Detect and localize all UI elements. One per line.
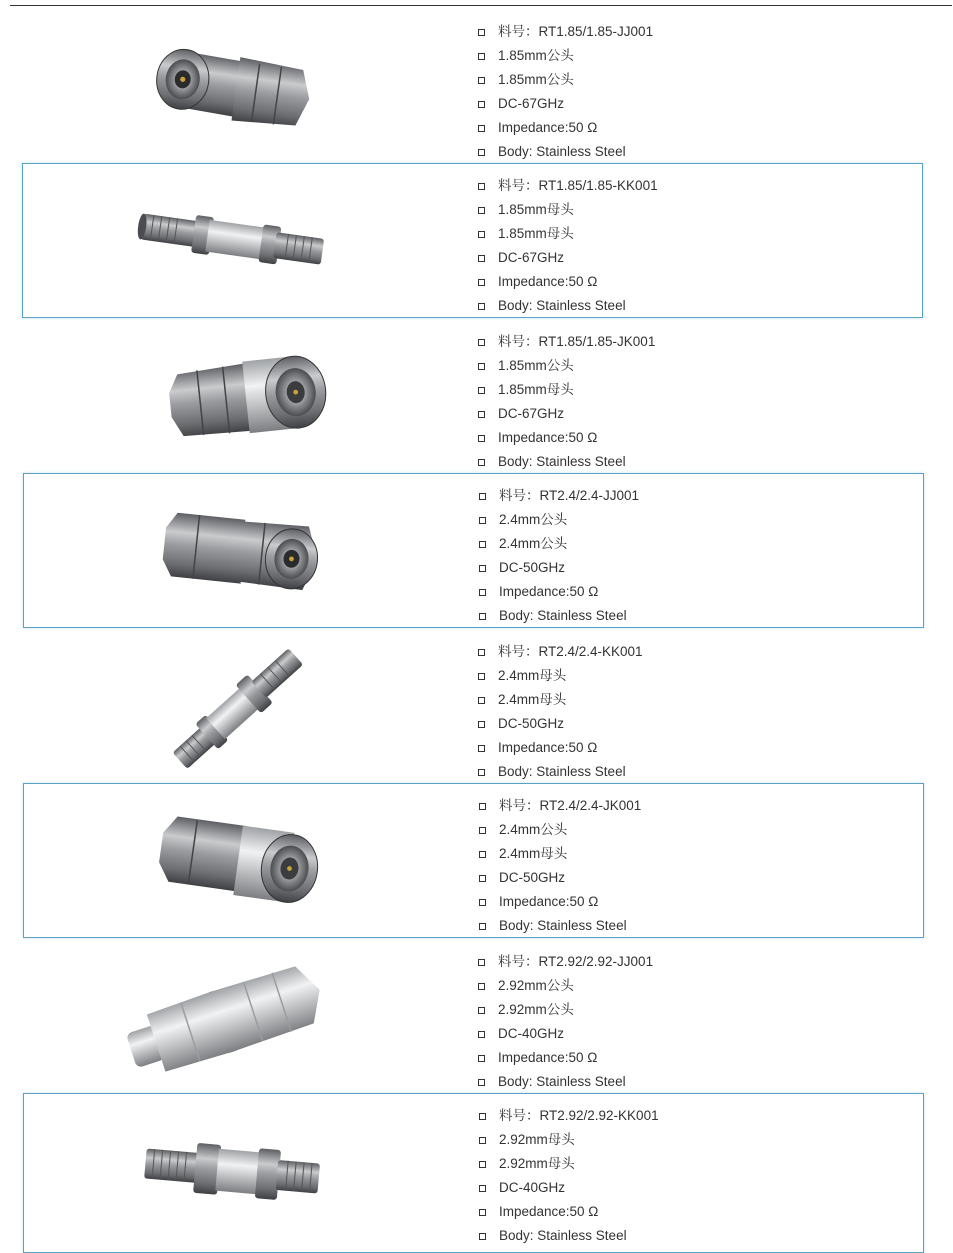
spec-item: DC-40GHz	[479, 1176, 659, 1200]
spec-list	[478, 20, 653, 164]
bullet-icon	[478, 697, 485, 704]
bullet-icon	[478, 231, 485, 238]
bullet-icon	[478, 339, 485, 346]
bullet-icon	[478, 1079, 485, 1086]
spec-item: 2.4mm母头	[478, 664, 643, 688]
spec-item: 2.92mm公头	[478, 998, 653, 1022]
spec-item: Body: Stainless Steel	[479, 914, 641, 938]
spec-list	[478, 950, 653, 1094]
connector-male-male-icon	[146, 501, 326, 601]
spec-item: Body: Stainless Steel	[478, 450, 655, 474]
bullet-icon	[478, 769, 485, 776]
product-row	[23, 1093, 924, 1253]
bullet-icon	[479, 565, 486, 572]
bullet-icon	[479, 541, 486, 548]
spec-item: Body: Stainless Steel	[478, 294, 658, 318]
spec-list	[478, 640, 643, 784]
bullet-icon	[479, 1233, 486, 1240]
spec-item: Impedance:50 Ω	[478, 426, 655, 450]
spec-item: Impedance:50 Ω	[478, 736, 643, 760]
spec-item: 料号：RT2.4/2.4-KK001	[478, 640, 643, 664]
product-image	[132, 1094, 332, 1249]
product-image	[115, 940, 345, 1095]
product-row	[0, 940, 953, 1095]
bullet-icon	[478, 363, 485, 370]
spec-item: 2.92mm母头	[479, 1152, 659, 1176]
bullet-icon	[478, 387, 485, 394]
bullet-icon	[478, 459, 485, 466]
product-image	[130, 10, 330, 165]
spec-item: 料号：RT1.85/1.85-KK001	[478, 174, 658, 198]
spec-list	[479, 1104, 659, 1248]
connector-female-female-icon	[131, 196, 331, 286]
spec-item: 料号：RT1.85/1.85-JJ001	[478, 20, 653, 44]
spec-item: DC-67GHz	[478, 246, 658, 270]
bullet-icon	[478, 1007, 485, 1014]
bullet-icon	[479, 613, 486, 620]
spec-item: 2.4mm母头	[478, 688, 643, 712]
spec-item: 1.85mm母头	[478, 198, 658, 222]
spec-item: DC-50GHz	[479, 556, 639, 580]
spec-item: 2.92mm母头	[479, 1128, 659, 1152]
product-image	[136, 784, 336, 937]
product-row	[23, 473, 924, 628]
spec-item: 2.4mm公头	[479, 818, 641, 842]
spec-item: 料号：RT2.4/2.4-JK001	[479, 794, 641, 818]
connector-female-female-icon	[160, 638, 320, 778]
spec-item: Impedance:50 Ω	[479, 1200, 659, 1224]
spec-item: Body: Stainless Steel	[479, 604, 639, 628]
product-row	[0, 320, 953, 475]
bullet-icon	[479, 899, 486, 906]
spec-item: Body: Stainless Steel	[479, 1224, 659, 1248]
bullet-icon	[479, 589, 486, 596]
spec-list	[479, 794, 641, 938]
bullet-icon	[478, 279, 485, 286]
spec-item: 料号：RT2.92/2.92-KK001	[479, 1104, 659, 1128]
bullet-icon	[478, 745, 485, 752]
spec-item: DC-67GHz	[478, 92, 653, 116]
spec-list	[479, 484, 639, 628]
bullet-icon	[479, 1137, 486, 1144]
spec-item: Body: Stainless Steel	[478, 760, 643, 784]
spec-list	[478, 330, 655, 474]
bullet-icon	[478, 29, 485, 36]
bullet-icon	[478, 649, 485, 656]
spec-item: 1.85mm母头	[478, 222, 658, 246]
spec-item: 料号：RT2.92/2.92-JJ001	[478, 950, 653, 974]
bullet-icon	[478, 411, 485, 418]
spec-item: 2.4mm公头	[479, 508, 639, 532]
bullet-icon	[479, 827, 486, 834]
spec-item: Body: Stainless Steel	[478, 1070, 653, 1094]
bullet-icon	[478, 303, 485, 310]
bullet-icon	[479, 875, 486, 882]
bullet-icon	[478, 125, 485, 132]
connector-male-female-icon	[146, 811, 326, 911]
connector-male-female-icon	[150, 348, 330, 448]
bullet-icon	[479, 493, 486, 500]
bullet-icon	[478, 1055, 485, 1062]
product-image	[140, 320, 340, 475]
connector-male-male-icon	[118, 953, 343, 1083]
bullet-icon	[478, 101, 485, 108]
bullet-icon	[479, 1209, 486, 1216]
spec-item: Impedance:50 Ω	[479, 580, 639, 604]
spec-item: Body: Stainless Steel	[478, 140, 653, 164]
connector-male-male-icon	[140, 40, 320, 135]
bullet-icon	[478, 435, 485, 442]
bullet-icon	[479, 803, 486, 810]
top-divider	[10, 5, 952, 6]
product-image	[136, 474, 336, 627]
bullet-icon	[479, 1185, 486, 1192]
spec-item: 料号：RT1.85/1.85-JK001	[478, 330, 655, 354]
spec-item: Impedance:50 Ω	[479, 890, 641, 914]
product-row	[23, 783, 924, 938]
spec-item: 1.85mm母头	[478, 378, 655, 402]
spec-item: Impedance:50 Ω	[478, 270, 658, 294]
spec-item: 1.85mm公头	[478, 44, 653, 68]
product-row	[22, 163, 923, 318]
bullet-icon	[478, 183, 485, 190]
bullet-icon	[479, 1113, 486, 1120]
bullet-icon	[479, 517, 486, 524]
spec-item: DC-50GHz	[478, 712, 643, 736]
product-row	[0, 630, 953, 785]
spec-item: 2.92mm公头	[478, 974, 653, 998]
bullet-icon	[478, 255, 485, 262]
bullet-icon	[478, 207, 485, 214]
spec-item: 2.4mm母头	[479, 842, 641, 866]
bullet-icon	[478, 673, 485, 680]
product-image	[131, 164, 331, 317]
bullet-icon	[478, 959, 485, 966]
bullet-icon	[478, 77, 485, 84]
connector-female-female-icon	[137, 1132, 327, 1212]
spec-list	[478, 174, 658, 318]
spec-item: 料号：RT2.4/2.4-JJ001	[479, 484, 639, 508]
spec-item: DC-40GHz	[478, 1022, 653, 1046]
bullet-icon	[478, 53, 485, 60]
bullet-icon	[478, 1031, 485, 1038]
spec-item: DC-50GHz	[479, 866, 641, 890]
bullet-icon	[478, 983, 485, 990]
bullet-icon	[478, 149, 485, 156]
spec-item: DC-67GHz	[478, 402, 655, 426]
bullet-icon	[479, 851, 486, 858]
product-image	[140, 630, 340, 785]
bullet-icon	[479, 1161, 486, 1168]
spec-item: 1.85mm公头	[478, 68, 653, 92]
spec-item: 1.85mm公头	[478, 354, 655, 378]
spec-item: Impedance:50 Ω	[478, 116, 653, 140]
spec-item: Impedance:50 Ω	[478, 1046, 653, 1070]
product-row	[0, 10, 953, 165]
bullet-icon	[478, 721, 485, 728]
bullet-icon	[479, 923, 486, 930]
spec-item: 2.4mm公头	[479, 532, 639, 556]
